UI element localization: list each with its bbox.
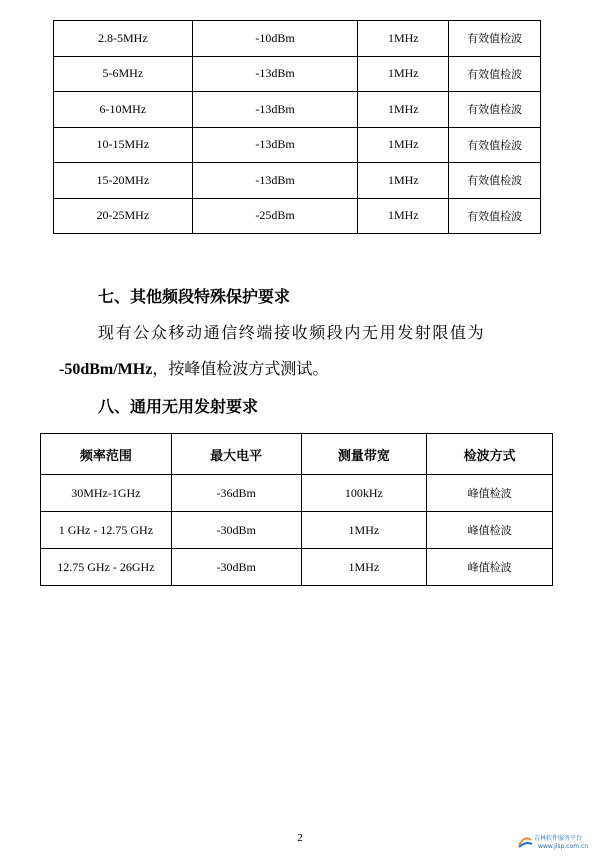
general-emission-table <box>40 433 553 586</box>
column-header-frequency: 频率范围 <box>41 434 172 475</box>
table-cell: 1MHz <box>301 549 427 586</box>
table-cell: 1MHz <box>358 198 449 234</box>
table-cell: -13dBm <box>192 56 358 92</box>
column-header-bandwidth: 测量带宽 <box>301 434 427 475</box>
table-cell: -30dBm <box>171 512 301 549</box>
site-watermark <box>516 829 594 857</box>
watermark-url: www.jlsp.com.cn <box>538 843 589 850</box>
table-cell: -36dBm <box>171 475 301 512</box>
section7-paragraph-line1: 现有公众移动通信终端接收频段内无用发射限值为 <box>98 323 486 342</box>
table-row <box>41 475 553 512</box>
table-row <box>54 127 541 163</box>
column-header-max-level: 最大电平 <box>171 434 301 475</box>
table-cell: -13dBm <box>192 163 358 199</box>
table-cell: 1MHz <box>358 56 449 92</box>
table-cell: -25dBm <box>192 198 358 234</box>
table-cell: 有效值检波 <box>449 127 541 163</box>
table-cell: 峰值检波 <box>427 512 553 549</box>
table-cell: 5-6MHz <box>54 56 193 92</box>
table-cell: 100kHz <box>301 475 427 512</box>
section7-paragraph-line2 <box>59 356 328 379</box>
table-cell: 1 GHz - 12.75 GHz <box>41 512 172 549</box>
table-cell: 12.75 GHz - 26GHz <box>41 549 172 586</box>
table-cell: 1MHz <box>358 92 449 128</box>
table-cell: 1MHz <box>358 127 449 163</box>
table-cell: 峰值检波 <box>427 475 553 512</box>
table-cell: -10dBm <box>192 21 358 57</box>
table-row <box>41 549 553 586</box>
column-header-detector: 检波方式 <box>427 434 553 475</box>
table-cell: 20-25MHz <box>54 198 193 234</box>
watermark-title: 吉林软件服务平台 <box>534 835 583 842</box>
table-header-row <box>41 434 553 475</box>
table-cell: 峰值检波 <box>427 549 553 586</box>
table-cell: 10-15MHz <box>54 127 193 163</box>
table-cell: 有效值检波 <box>449 92 541 128</box>
section7-heading: 七、其他频段特殊保护要求 <box>98 287 291 306</box>
section8-heading: 八、通用无用发射要求 <box>98 397 259 416</box>
table-cell: 1MHz <box>358 21 449 57</box>
emission-limits-table <box>53 20 541 234</box>
table-row <box>54 56 541 92</box>
table-cell: 有效值检波 <box>449 56 541 92</box>
table-row <box>54 198 541 234</box>
table-row <box>54 163 541 199</box>
page-number: 2 <box>297 832 303 844</box>
table-row <box>41 512 553 549</box>
table-cell: 2.8-5MHz <box>54 21 193 57</box>
table-cell: 有效值检波 <box>449 163 541 199</box>
emission-limit-value: -50dBm/MHz <box>59 361 153 378</box>
table-cell: -13dBm <box>192 127 358 163</box>
table-cell: 有效值检波 <box>449 21 541 57</box>
table-cell: 1MHz <box>301 512 427 549</box>
table-cell: 6-10MHz <box>54 92 193 128</box>
table-cell: -30dBm <box>171 549 301 586</box>
table-row <box>54 21 541 57</box>
table-row <box>54 92 541 128</box>
section7-paragraph-line2-rest: ，按峰值检波方式测试。 <box>152 359 329 378</box>
table-cell: 有效值检波 <box>449 198 541 234</box>
table-cell: 1MHz <box>358 163 449 199</box>
table-cell: 30MHz-1GHz <box>41 475 172 512</box>
table-cell: 15-20MHz <box>54 163 193 199</box>
logo-icon <box>516 833 534 851</box>
table-cell: -13dBm <box>192 92 358 128</box>
